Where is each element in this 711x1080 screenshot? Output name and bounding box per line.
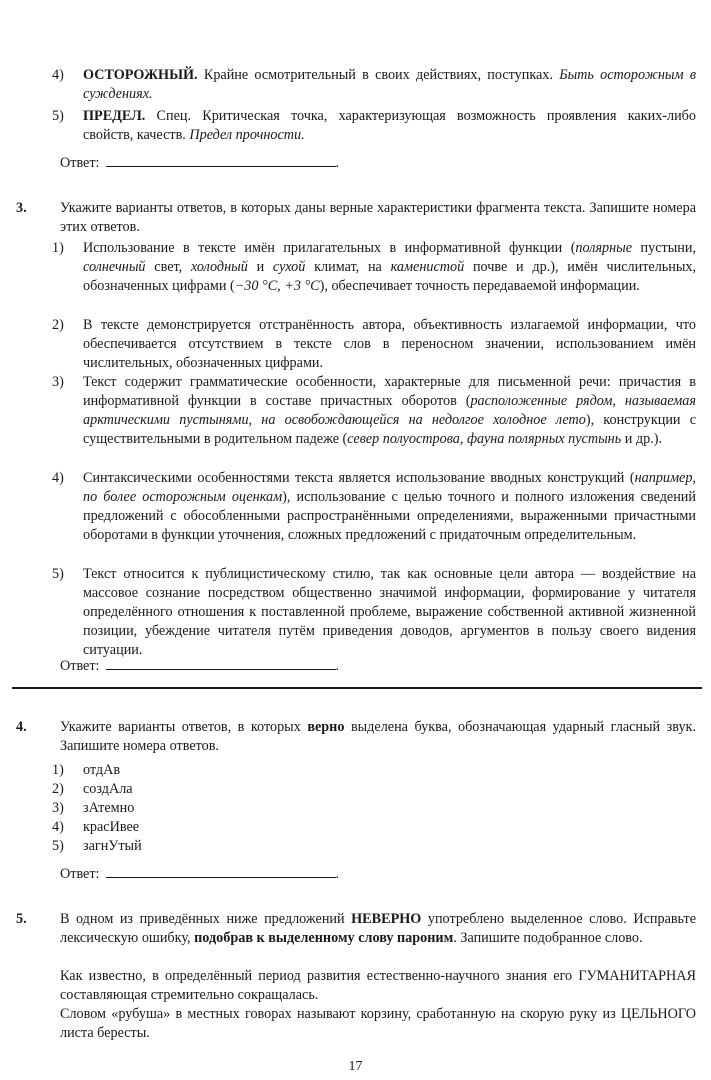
option-number: 1): [52, 240, 64, 256]
option-number: 3): [52, 800, 64, 816]
question-3-prompt: Укажите варианты ответов, в которых даны верные характеристики фрагмента текста. Запишите номера этих ответов.: [60, 200, 696, 235]
option-text: В тексте демонстрируется отстранённость автора, объективность излагаемой информации, что обеспечивается отсутствием в тексте слов в переносном значении, использованием имён числительных, обозначенных цифрами.: [83, 317, 696, 371]
option-word: красИвее: [83, 819, 140, 835]
answer-field-q4[interactable]: Ответ: .: [60, 866, 340, 882]
q5-sentence-2: Словом «рубуша» в местных говорах называют корзину, сработанную на скорую руку из ЦЕЛЬНОГО листа бересты.: [60, 1006, 696, 1041]
option-number: 4): [52, 470, 64, 486]
option-number: 4): [52, 819, 64, 835]
question-number-3: 3.: [16, 200, 27, 216]
answer-line[interactable]: [106, 656, 336, 670]
option-text: Текст относится к публицистическому стилю, так как основные цели автора — воздействие на массовое сознание посредством общественно значимой информации, формирование у читателя определённого отношения к поставленной проблеме, выражение собственной активной жизненной позиции, убеждение читателя путём приведения доводов, аргументов в пользу своего видения ситуации.: [83, 566, 696, 658]
question-5-prompt: В одном из приведённых ниже предложений НЕВЕРНО употреблено выделенное слово. Исправьте лексическую ошибку, подобрав к выделенному слову пароним. Запишите подобранное слово.: [60, 911, 696, 946]
option-number: 2): [52, 781, 64, 797]
item-text: ОСТОРОЖНЫЙ. Крайне осмотрительный в своих действиях, поступках. Быть осторожным в суждениях.: [83, 67, 696, 102]
q5-sentence-1: Как известно, в определённый период развития естественно-научного знания его ГУМАНИТАРНАЯ составляющая стремительно сокращалась.: [60, 968, 696, 1003]
option-text: Синтаксическими особенностями текста является использование вводных конструкций (например, по более осторожным оценкам), использование с целью точного и полного изложения сведений предложений с обособленными распространёнными определениями, выраженными причастными оборотами в функции уточнения, сложных предложений с придаточным определительным.: [83, 470, 696, 543]
answer-label: Ответ:: [60, 658, 100, 674]
answer-label: Ответ:: [60, 866, 100, 882]
example: Быть осторожным в суждениях.: [83, 67, 696, 102]
term: ОСТОРОЖНЫЙ.: [83, 67, 198, 83]
example: Предел прочности.: [189, 127, 305, 143]
question-number-5: 5.: [16, 911, 27, 927]
option-word: загнУтый: [83, 838, 142, 854]
term: ПРЕДЕЛ.: [83, 108, 146, 124]
option-number: 1): [52, 762, 64, 778]
answer-field-q3[interactable]: Ответ: .: [60, 658, 340, 674]
option-word: создАла: [83, 781, 133, 797]
section-divider: [12, 687, 702, 689]
option-number: 2): [52, 317, 64, 333]
answer-field-q2[interactable]: Ответ: .: [60, 155, 340, 171]
option-number: 5): [52, 838, 64, 854]
option-word: отдАв: [83, 762, 121, 778]
option-word: зАтемно: [83, 800, 135, 816]
item-text: ПРЕДЕЛ. Спец. Критическая точка, характеризующая возможность проявления каких-либо свойств, качеств. Предел прочности.: [83, 108, 696, 143]
question-4-prompt: Укажите варианты ответов, в которых верно выделена буква, обозначающая ударный гласный звук. Запишите номера ответов.: [60, 719, 696, 754]
question-number-4: 4.: [16, 719, 27, 735]
answer-line[interactable]: [106, 864, 336, 878]
page-number: 17: [348, 1059, 363, 1074]
answer-line[interactable]: [106, 153, 336, 167]
answer-label: Ответ:: [60, 155, 100, 171]
option-number: 3): [52, 374, 64, 390]
option-text: Использование в тексте имён прилагательных в информативной функции (полярные пустыни, солнечный свет, холодный и сухой климат, на каменистой почве и др.), имён числительных, обозначенных цифрами (−30 °С, +3 °С), обеспечивает точность передаваемой информации.: [83, 240, 697, 294]
item-number: 4): [52, 67, 64, 83]
option-text: Текст содержит грамматические особенности, характерные для письменной речи: причастия в информативной функции в составе причастных оборотов (расположенные рядом, называемая арктическими пустынями, на освобождающейся на недолгое холодное лето), конструкции с существительными в родительном падеже (север полуострова, фауна полярных пустынь и др.).: [83, 374, 696, 447]
option-number: 5): [52, 566, 64, 582]
item-number: 5): [52, 108, 64, 124]
